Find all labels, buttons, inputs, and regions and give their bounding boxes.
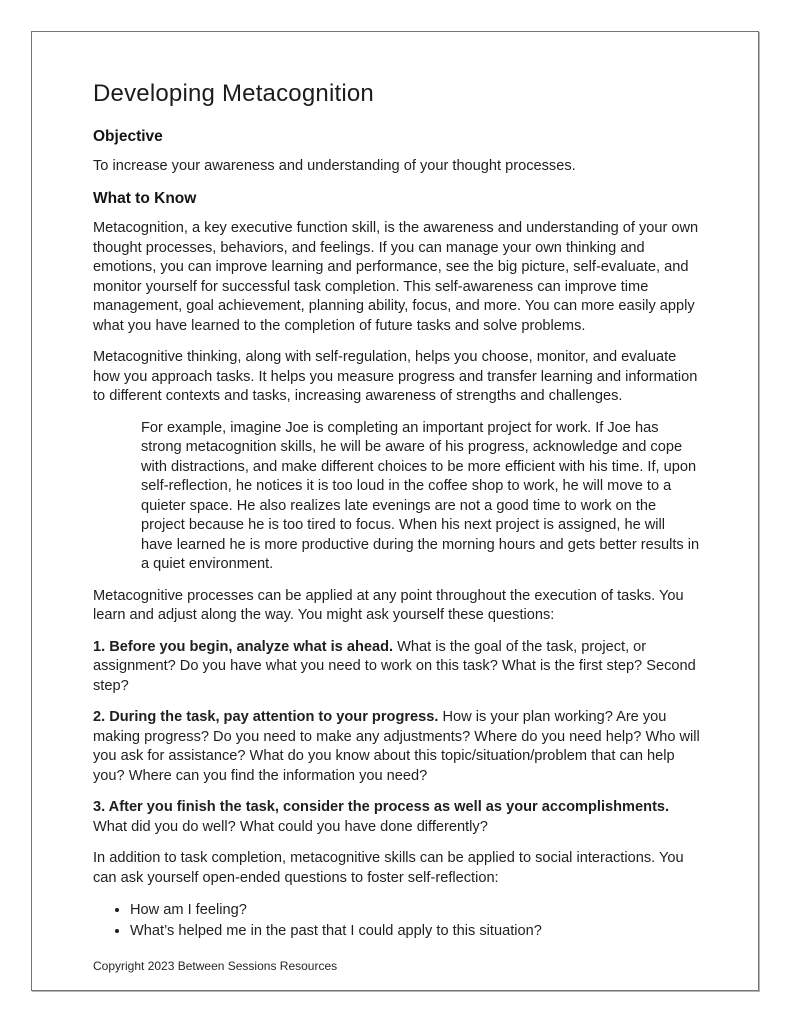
question-step-1-lead: 1. Before you begin, analyze what is ahead. xyxy=(93,638,394,655)
bullet-item: • How am I feeling? xyxy=(130,900,700,921)
question-step-2-text: How is your plan working? Are you making progress? Do you need to make any adjustments? Where do you need help? Who will you ask for assistance? What do you know about this topic/situation/problem that can help you? Where can you find the information you need? xyxy=(93,709,700,784)
self-reflection-bullet-list xyxy=(93,900,700,942)
paragraph-processes-intro: Metacognitive processes can be applied at any point throughout the execution of tasks. You learn and adjust along the way. You might ask yourself these questions: xyxy=(93,587,684,624)
document-content xyxy=(32,32,758,942)
objective-text: To increase your awareness and understanding of your thought processes. xyxy=(93,158,576,175)
bullet-item: • What’s helped me in the past that I could apply to this situation? xyxy=(130,921,700,942)
what-to-know-heading: What to Know xyxy=(93,189,197,207)
paragraph-metacognition-definition: Metacognition, a key executive function skill, is the awareness and understanding of your own thought processes, behaviors, and feelings. If you can manage your own thinking and emotions, you can improve learning and performance, see the big picture, self-evaluate, and monitor yourself for successful task completion. This self-awareness can improve time management, goal achievement, planning ability, focus, and more. You can more easily apply what you have learned to the completion of future tasks and solve problems. xyxy=(93,220,699,334)
paragraph-metacognitive-thinking: Metacognitive thinking, along with self-regulation, helps you choose, monitor, and evaluate how you approach tasks. It helps you measure progress and transfer learning and information to different contexts and tasks, increasing awareness of strengths and challenges. xyxy=(93,349,698,405)
paragraph-social-interactions: In addition to task completion, metacognitive skills can be applied to social interactions. You can ask yourself open-ended questions to foster self-reflection: xyxy=(93,850,684,886)
page-title: Developing Metacognition xyxy=(93,80,374,107)
question-step-3-text: What did you do well? What could you have done differently? xyxy=(93,818,488,835)
question-step-3 xyxy=(93,798,700,837)
question-step-1 xyxy=(93,638,700,697)
question-step-3-lead: 3. After you finish the task, consider the process as well as your accomplishments. xyxy=(93,799,670,816)
question-step-2-lead: 2. During the task, pay attention to your progress. xyxy=(93,709,439,726)
copyright-notice: Copyright 2023 Between Sessions Resources xyxy=(93,959,338,973)
question-step-2 xyxy=(93,708,700,786)
paragraph-example-joe: For example, imagine Joe is completing an important project for work. If Joe has strong metacognition skills, he will be aware of his progress, acknowledge and cope with distractions, and make different choices to be more efficient with his time. If, upon self-reflection, he notices it is too loud in the coffee shop to work, he will move to a quieter space. He also realizes late evenings are not a good time to work on the project because he is too tired to focus. When his next project is assigned, he will have learned he is more productive during the morning hours and gets better results in a quiet environment. xyxy=(141,419,700,573)
document-page xyxy=(31,31,759,991)
objective-heading: Objective xyxy=(93,127,163,145)
question-step-1-text: What is the goal of the task, project, or assignment? Do you have what you need to work on this task? What is the first step? Second step? xyxy=(93,638,696,694)
